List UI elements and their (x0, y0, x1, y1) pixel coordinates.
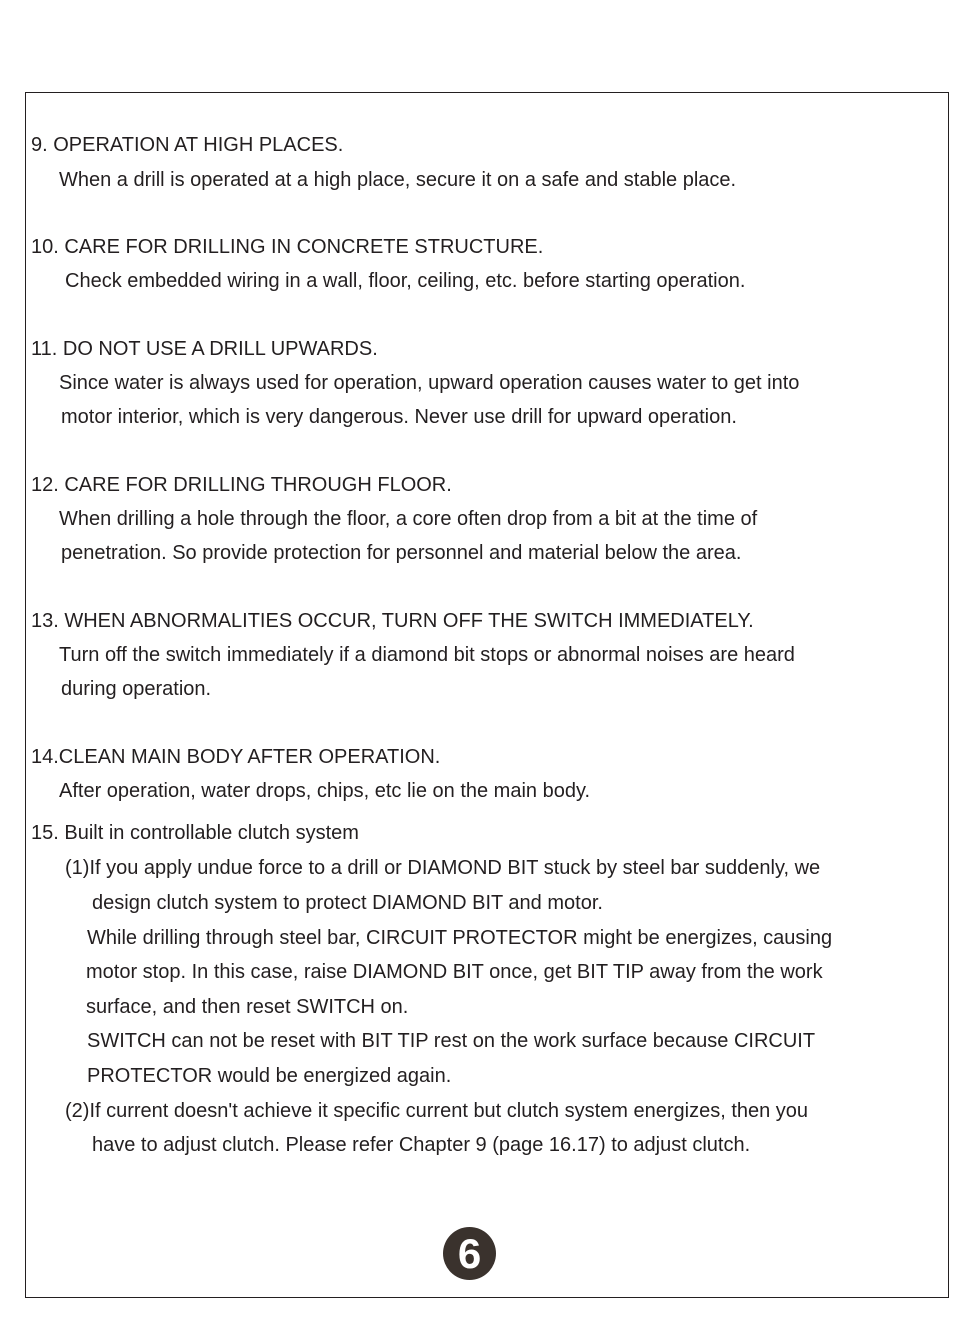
section-15-text-line: While drilling through steel bar, CIRCUIT PROTECTOR might be energizes, causing (87, 927, 833, 949)
section-15-text-line: design clutch system to protect DIAMOND BIT and motor. (92, 892, 603, 914)
section-15-text-line: motor stop. In this case, raise DIAMOND BIT once, get BIT TIP away from the work (86, 961, 823, 983)
section-12-heading: 12. CARE FOR DRILLING THROUGH FLOOR. (31, 474, 452, 496)
section-15-text-line: (1)If you apply undue force to a drill or DIAMOND BIT stuck by steel bar suddenly, we (65, 857, 821, 879)
section-14-text-line: After operation, water drops, chips, etc lie on the main body. (59, 780, 591, 802)
section-10-heading: 10. CARE FOR DRILLING IN CONCRETE STRUCTURE. (31, 236, 544, 258)
section-15-text-line: have to adjust clutch. Please refer Chapter 9 (page 16.17) to adjust clutch. (92, 1134, 751, 1156)
section-9-text-line: When a drill is operated at a high place, secure it on a safe and stable place. (59, 169, 737, 191)
section-15-text-line: PROTECTOR would be energized again. (87, 1065, 452, 1087)
section-11-text-line: motor interior, which is very dangerous. Never use drill for upward operation. (61, 406, 737, 428)
section-13-heading: 13. WHEN ABNORMALITIES OCCUR, TURN OFF THE SWITCH IMMEDIATELY. (31, 610, 754, 632)
section-15-text-line: SWITCH can not be reset with BIT TIP rest on the work surface because CIRCUIT (87, 1030, 816, 1052)
section-15-text-line: (2)If current doesn't achieve it specific current but clutch system energizes, then you (65, 1100, 809, 1122)
section-13-text-line: Turn off the switch immediately if a diamond bit stops or abnormal noises are heard (59, 644, 795, 666)
section-14-heading: 14.CLEAN MAIN BODY AFTER OPERATION. (31, 746, 441, 768)
section-12-text-line: When drilling a hole through the floor, a core often drop from a bit at the time of (59, 508, 758, 530)
section-9-heading: 9. OPERATION AT HIGH PLACES. (31, 134, 344, 156)
section-15-text-line: surface, and then reset SWITCH on. (86, 996, 409, 1018)
section-13-text-line: during operation. (61, 678, 212, 700)
section-10-text-line: Check embedded wiring in a wall, floor, ceiling, etc. before starting operation. (65, 270, 746, 292)
section-11-heading: 11. DO NOT USE A DRILL UPWARDS. (31, 338, 378, 360)
section-12-text-line: penetration. So provide protection for personnel and material below the area. (61, 542, 742, 564)
section-15-heading: 15. Built in controllable clutch system (31, 822, 359, 844)
page-number-badge: 6 (443, 1227, 496, 1280)
section-11-text-line: Since water is always used for operation, upward operation causes water to get into (59, 372, 800, 394)
